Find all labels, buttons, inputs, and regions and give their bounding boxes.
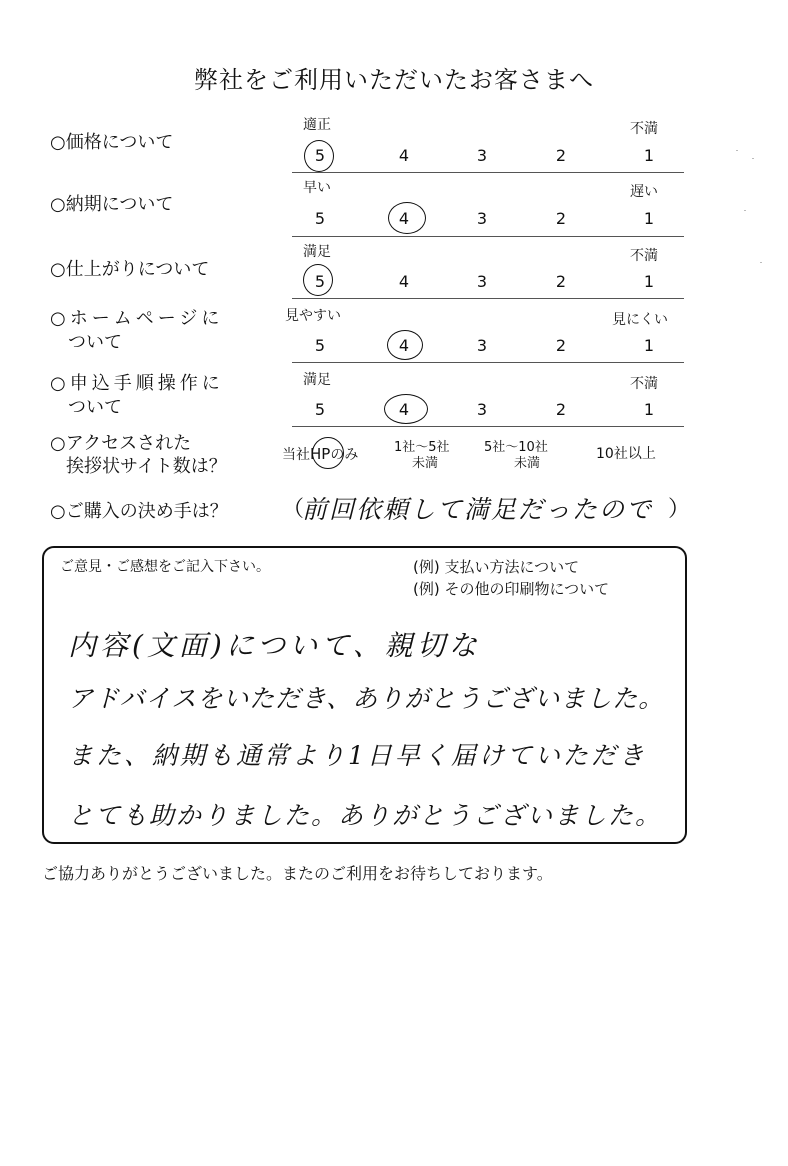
comment-line: アドバイスをいただき、ありがとうございました。 — [68, 684, 665, 713]
scan-speck — [736, 150, 738, 151]
scale-left-label: 早い — [303, 180, 331, 196]
scan-speck — [760, 262, 762, 263]
option-hp: HP — [310, 445, 331, 463]
scale-left-label: 見やすい — [285, 308, 341, 324]
question-label-cont: ついて — [68, 397, 122, 418]
comment-line: とても助かりました。ありがとうございました。 — [68, 801, 663, 830]
rating-option[interactable]: 2 — [555, 209, 567, 228]
divider — [292, 362, 684, 363]
rating-option[interactable]: 1 — [643, 400, 655, 419]
scan-speck — [744, 210, 746, 211]
option-bottom: 未満 — [412, 456, 439, 471]
selected-circle — [304, 140, 334, 172]
question-label: ○アクセスされた — [50, 433, 192, 454]
selected-circle — [387, 330, 423, 360]
question-label: ○ご購入の決め手は？ — [50, 501, 228, 522]
rating-option[interactable]: 5 — [314, 336, 326, 355]
comment-line: 内容(文面)について、親切な — [68, 629, 481, 662]
access-option-10plus[interactable]: 10社以上 — [596, 446, 656, 462]
rating-option[interactable]: 3 — [476, 272, 488, 291]
rating-option[interactable]: 5 — [314, 272, 326, 291]
question-label: ○申込手順操作に — [50, 373, 224, 394]
rating-option[interactable]: 3 — [476, 146, 488, 165]
scale-left-label: 満足 — [303, 244, 331, 260]
paren-close: ） — [668, 497, 691, 522]
option-bottom: 未満 — [514, 456, 541, 471]
access-option-1-5[interactable] — [394, 436, 450, 471]
rating-option[interactable]: 3 — [476, 336, 488, 355]
scale-right-label: 不満 — [630, 121, 658, 137]
comment-example-2: (例) その他の印刷物について — [413, 580, 610, 598]
rating-option[interactable]: 5 — [314, 209, 326, 228]
selected-circle — [312, 437, 344, 469]
divider — [292, 172, 684, 173]
rating-option[interactable]: 4 — [398, 400, 410, 419]
rating-option[interactable]: 1 — [643, 336, 655, 355]
rating-option[interactable]: 4 — [398, 272, 410, 291]
comment-line: また、納期も通常より1日早く届けていただき — [68, 741, 647, 770]
scale-right-label: 見にくい — [612, 312, 668, 328]
scan-speck — [752, 158, 754, 159]
option-top: 5社～10社 — [484, 440, 548, 455]
selected-circle — [388, 202, 426, 234]
purchase-answer[interactable]: 前回依頼して満足だったので — [302, 495, 654, 524]
scale-left-label: 適正 — [303, 117, 331, 133]
rating-option[interactable]: 3 — [476, 400, 488, 419]
rating-option[interactable]: 5 — [314, 146, 326, 165]
access-option-5-10[interactable] — [484, 436, 548, 471]
scale-left-label: 満足 — [303, 372, 331, 388]
rating-option[interactable]: 1 — [643, 209, 655, 228]
divider — [292, 236, 684, 237]
question-label-cont: 挨拶状サイト数は？ — [66, 456, 227, 477]
divider — [292, 426, 684, 427]
divider — [292, 298, 684, 299]
page-title: 弊社をご利用いただいたお客さまへ — [194, 66, 594, 94]
selected-circle — [384, 394, 428, 424]
option-suffix: のみ — [330, 447, 359, 463]
comment-heading: ご意見・ご感想をご記入下さい。 — [60, 559, 270, 575]
rating-option[interactable]: 5 — [314, 400, 326, 419]
rating-option[interactable]: 4 — [398, 336, 410, 355]
rating-option[interactable]: 4 — [398, 209, 410, 228]
rating-option[interactable]: 2 — [555, 272, 567, 291]
question-label: ○ホームページに — [50, 308, 224, 329]
question-label: ○価格について — [50, 132, 174, 153]
question-label: ○納期について — [50, 194, 174, 215]
selected-circle — [303, 264, 333, 296]
rating-option[interactable]: 2 — [555, 146, 567, 165]
paren-open: （ — [282, 497, 305, 522]
question-label-cont: ついて — [68, 332, 122, 353]
rating-option[interactable]: 2 — [555, 400, 567, 419]
scale-right-label: 遅い — [630, 184, 658, 200]
rating-option[interactable]: 4 — [398, 146, 410, 165]
rating-option[interactable]: 1 — [643, 146, 655, 165]
question-label: ○仕上がりについて — [50, 259, 210, 280]
footer-thanks: ご協力ありがとうございました。またのご利用をお待ちしております。 — [42, 864, 553, 883]
rating-option[interactable]: 2 — [555, 336, 567, 355]
scale-right-label: 不満 — [630, 376, 658, 392]
scale-right-label: 不満 — [630, 248, 658, 264]
option-prefix: 当社 — [282, 447, 310, 463]
option-top: 1社～5社 — [394, 440, 450, 455]
comment-example-1: (例) 支払い方法について — [413, 558, 580, 576]
rating-option[interactable]: 3 — [476, 209, 488, 228]
rating-option[interactable]: 1 — [643, 272, 655, 291]
